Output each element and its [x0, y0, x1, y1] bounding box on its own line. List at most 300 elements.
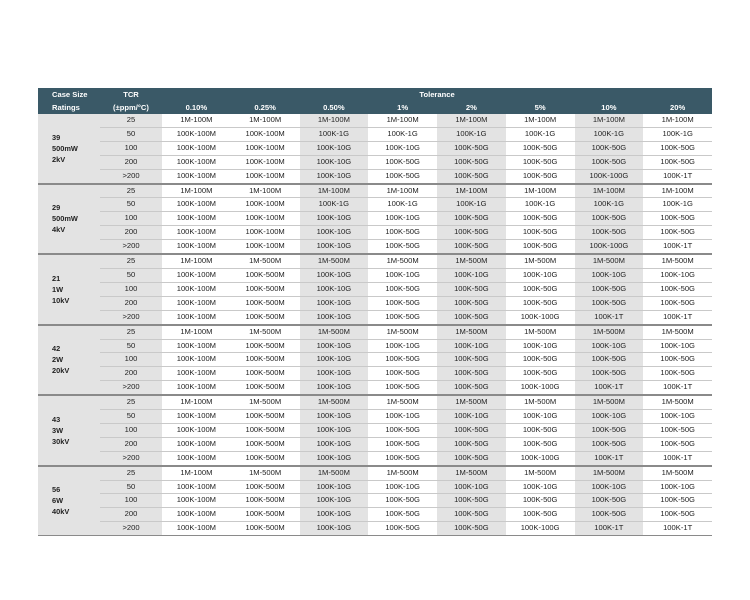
resistance-range-cell: 100K-1G: [575, 198, 644, 212]
resistance-range-cell: 1M-100M: [300, 114, 369, 127]
resistance-range-cell: 100K-50G: [437, 367, 506, 381]
resistance-range-cell: 100K-50G: [368, 367, 437, 381]
resistance-range-cell: 100K-10G: [300, 141, 369, 155]
resistance-range-cell: 100K-100M: [231, 169, 300, 183]
table-row: [38, 310, 712, 324]
resistance-range-cell: 100K-1G: [575, 127, 644, 141]
resistance-range-cell: 1M-100M: [661, 115, 694, 124]
resistance-range-cell: 100K-500M: [231, 381, 300, 395]
case-rating-line: 500mW: [52, 214, 78, 224]
resistance-range-cell: 100K-100M: [162, 127, 231, 141]
table-row: [38, 198, 712, 212]
header-tolerance-col: 2%: [437, 101, 506, 114]
resistance-range-cell: 100K-10G: [575, 410, 644, 424]
resistance-range-cell: 100K-100M: [162, 508, 231, 522]
resistance-range-cell: 100K-10G: [300, 451, 369, 465]
tcr-cell: 100: [100, 282, 162, 296]
resistance-range-cell: 100K-1G: [300, 127, 369, 141]
table-row: [38, 522, 712, 535]
case-rating-line: 2kV: [52, 154, 66, 164]
resistance-range-cell: 100K-100M: [162, 381, 231, 395]
case-size-rating-cell: [38, 325, 100, 396]
resistance-range-cell: 1M-100M: [506, 184, 575, 198]
case-size-rating-cell: [38, 466, 100, 536]
resistance-range-cell: 100K-50G: [437, 437, 506, 451]
case-size-rating-cell: [38, 254, 100, 325]
resistance-range-cell: 100K-500M: [231, 437, 300, 451]
resistance-range-cell: 100K-10G: [300, 367, 369, 381]
resistance-range-cell: 100K-50G: [437, 522, 506, 535]
header-row-2: [38, 101, 712, 114]
resistance-range-cell: 100K-50G: [368, 282, 437, 296]
resistance-range-cell: 100K-10G: [300, 282, 369, 296]
table-row: [38, 395, 712, 409]
resistance-range-cell: 100K-10G: [368, 410, 437, 424]
case-rating-line: 20kV: [52, 366, 70, 376]
resistance-range-cell: 100K-50G: [368, 437, 437, 451]
resistance-range-cell: 100K-50G: [368, 451, 437, 465]
case-rating-line: 42: [52, 344, 61, 354]
resistance-range-cell: 100K-100M: [231, 127, 300, 141]
resistance-range-cell: 100K-50G: [643, 508, 712, 522]
table-row: [38, 169, 712, 183]
resistance-range-cell: 100K-500M: [231, 310, 300, 324]
header-case-size: Case Size: [38, 88, 100, 101]
resistance-range-cell: 1M-500M: [300, 466, 369, 480]
case-size-rating-cell: [38, 184, 100, 255]
table-header: [38, 88, 712, 114]
table-row: [38, 494, 712, 508]
resistance-range-cell: 100K-50G: [643, 353, 712, 367]
resistance-range-cell: 100K-50G: [437, 212, 506, 226]
resistance-range-cell: 1M-500M: [300, 254, 369, 268]
resistance-range-cell: 1M-500M: [575, 466, 644, 480]
resistance-range-cell: 1M-500M: [300, 395, 369, 409]
resistance-range-cell: 1M-500M: [643, 466, 712, 480]
resistance-range-cell: 100K-10G: [437, 268, 506, 282]
resistance-range-cell: 1M-500M: [575, 325, 644, 339]
resistance-range-cell: 100K-1T: [575, 381, 644, 395]
resistance-range-cell: 100K-10G: [368, 141, 437, 155]
resistance-range-cell: 1M-500M: [437, 466, 506, 480]
resistance-range-cell: 1M-100M: [643, 184, 712, 198]
tcr-cell: 25: [100, 325, 162, 339]
resistance-range-cell: 100K-10G: [437, 410, 506, 424]
resistance-range-cell: 1M-100M: [162, 254, 231, 268]
table-row: [38, 240, 712, 254]
resistance-range-cell: 100K-100M: [162, 282, 231, 296]
resistance-range-cell: 100K-100M: [162, 155, 231, 169]
resistance-range-cell: 100K-1T: [643, 169, 712, 183]
tcr-cell: 50: [100, 410, 162, 424]
resistance-range-cell: 100K-1T: [575, 310, 644, 324]
table-row: [38, 226, 712, 240]
resistance-range-cell: 1M-500M: [368, 466, 437, 480]
resistance-range-cell: 100K-100M: [231, 226, 300, 240]
resistance-range-cell: 100K-10G: [575, 339, 644, 353]
resistance-range-cell: 100K-100M: [162, 212, 231, 226]
resistance-range-cell: 100K-10G: [506, 268, 575, 282]
resistance-range-cell: 100K-50G: [575, 367, 644, 381]
resistance-range-cell: 100K-500M: [231, 296, 300, 310]
case-size-rating-cell: [38, 395, 100, 466]
resistance-range-cell: 100K-50G: [437, 226, 506, 240]
tcr-cell: 100: [100, 353, 162, 367]
table-row: [38, 451, 712, 465]
header-tcr: TCR: [100, 88, 162, 101]
resistance-range-cell: 1M-500M: [643, 325, 712, 339]
resistance-range-cell: 100K-100M: [162, 423, 231, 437]
resistance-range-cell: 100K-500M: [231, 268, 300, 282]
resistance-range-cell: 100K-50G: [437, 141, 506, 155]
resistance-range-cell: 100K-100M: [162, 141, 231, 155]
table-row: [38, 282, 712, 296]
resistance-range-cell: 100K-50G: [575, 282, 644, 296]
resistance-range-cell: 100K-10G: [368, 480, 437, 494]
table-row: [38, 296, 712, 310]
resistance-range-cell: 100K-50G: [506, 212, 575, 226]
table-body: [38, 114, 712, 535]
resistance-range-cell: 1M-100M: [575, 184, 644, 198]
resistance-range-cell: 100K-10G: [300, 381, 369, 395]
resistance-range-cell: 100K-50G: [575, 141, 644, 155]
resistance-range-cell: 100K-500M: [231, 353, 300, 367]
resistance-range-cell: 100K-50G: [643, 226, 712, 240]
resistance-range-cell: 100K-50G: [437, 169, 506, 183]
resistance-range-cell: 100K-50G: [575, 226, 644, 240]
resistance-range-cell: 100K-1T: [575, 451, 644, 465]
resistance-range-cell: 100K-50G: [437, 282, 506, 296]
header-tolerance-col: 0.10%: [162, 101, 231, 114]
table-row: [38, 141, 712, 155]
resistance-range-cell: 100K-100G: [506, 451, 575, 465]
resistance-range-cell: 100K-1T: [575, 522, 644, 535]
resistance-range-cell: 100K-50G: [506, 367, 575, 381]
resistance-range-cell: 100K-10G: [300, 410, 369, 424]
resistance-range-cell: 100K-500M: [231, 423, 300, 437]
resistance-range-cell: 100K-10G: [300, 169, 369, 183]
resistance-range-cell: 1M-500M: [506, 395, 575, 409]
header-tolerance-col: 0.25%: [231, 101, 300, 114]
resistance-range-cell: 100K-50G: [506, 494, 575, 508]
tcr-cell: 100: [100, 141, 162, 155]
resistance-range-cell: 1M-500M: [231, 395, 300, 409]
case-rating-line: 30kV: [52, 436, 70, 446]
resistance-range-cell: 100K-500M: [231, 508, 300, 522]
case-rating-line: 6W: [52, 496, 64, 506]
resistance-range-cell: 100K-10G: [437, 480, 506, 494]
tcr-cell: >200: [100, 381, 162, 395]
resistance-range-cell: 1M-100M: [162, 466, 231, 480]
resistance-range-cell: 100K-50G: [506, 353, 575, 367]
resistance-range-cell: 100K-50G: [643, 423, 712, 437]
resistance-range-cell: 100K-10G: [300, 508, 369, 522]
tcr-cell: 25: [100, 114, 162, 127]
resistance-range-cell: 100K-100M: [162, 198, 231, 212]
resistance-range-cell: 100K-50G: [506, 169, 575, 183]
resistance-range-cell: 100K-10G: [575, 268, 644, 282]
resistance-range-cell: 100K-100M: [162, 451, 231, 465]
resistance-range-cell: 100K-50G: [368, 240, 437, 254]
tcr-cell: 200: [100, 155, 162, 169]
table-row: [38, 466, 712, 480]
resistance-range-cell: 100K-50G: [506, 296, 575, 310]
header-tolerance-col: 5%: [506, 101, 575, 114]
tcr-cell: >200: [100, 240, 162, 254]
tcr-cell: 25: [100, 184, 162, 198]
resistance-range-cell: 1M-500M: [231, 325, 300, 339]
table-row: [38, 367, 712, 381]
resistance-range-cell: 1M-500M: [231, 254, 300, 268]
resistance-range-cell: 100K-500M: [231, 367, 300, 381]
resistance-range-cell: 100K-100M: [162, 353, 231, 367]
resistance-range-cell: 100K-50G: [575, 508, 644, 522]
resistance-range-cell: 100K-100M: [162, 226, 231, 240]
resistance-range-cell: 100K-500M: [231, 410, 300, 424]
resistance-range-cell: 100K-1G: [368, 198, 437, 212]
resistance-range-cell: 100K-10G: [300, 437, 369, 451]
resistance-range-cell: 1M-500M: [506, 325, 575, 339]
resistance-range-cell: 100K-1G: [437, 198, 506, 212]
resistance-range-cell: 100K-1G: [506, 127, 575, 141]
resistance-range-cell: 1M-100M: [368, 184, 437, 198]
header-tolerance-col: 20%: [643, 101, 712, 114]
resistance-range-cell: 100K-100M: [162, 522, 231, 535]
case-rating-line: 1W: [52, 284, 64, 294]
tcr-cell: 50: [100, 268, 162, 282]
resistance-range-cell: 100K-50G: [506, 423, 575, 437]
header-tolerance-col: 0.50%: [300, 101, 369, 114]
resistance-range-cell: 1M-100M: [386, 115, 419, 124]
resistance-range-cell: 100K-100M: [162, 494, 231, 508]
resistance-range-cell: 100K-10G: [300, 522, 369, 535]
tcr-cell: 100: [100, 423, 162, 437]
resistance-range-cell: 100K-1G: [643, 198, 712, 212]
resistance-range-cell: 1M-500M: [368, 325, 437, 339]
resistance-range-cell: 1M-500M: [506, 254, 575, 268]
resistance-range-cell: 100K-10G: [643, 339, 712, 353]
table-row: [38, 381, 712, 395]
case-rating-line: 500mW: [52, 143, 78, 153]
case-rating-line: 4kV: [52, 225, 66, 235]
resistance-range-cell: 1M-500M: [575, 395, 644, 409]
resistance-range-cell: 100K-50G: [575, 353, 644, 367]
resistance-range-cell: 100K-50G: [575, 437, 644, 451]
case-rating-line: 40kV: [52, 507, 70, 517]
resistance-range-cell: 100K-100M: [162, 240, 231, 254]
resistance-range-cell: 100K-50G: [437, 310, 506, 324]
resistance-range-cell: 100K-50G: [643, 494, 712, 508]
resistance-range-cell: 1M-500M: [575, 254, 644, 268]
table-row: [38, 155, 712, 169]
table-row: [38, 325, 712, 339]
resistance-range-cell: 100K-50G: [643, 437, 712, 451]
resistance-range-cell: 100K-100M: [231, 198, 300, 212]
case-rating-line: 56: [52, 485, 61, 495]
resistance-range-cell: 100K-50G: [368, 310, 437, 324]
resistance-range-cell: 100K-100M: [231, 240, 300, 254]
tcr-cell: >200: [100, 451, 162, 465]
header-tolerance-col: 1%: [368, 101, 437, 114]
resistance-range-cell: 100K-10G: [300, 268, 369, 282]
resistance-range-cell: 100K-50G: [437, 155, 506, 169]
resistance-range-cell: 1M-500M: [368, 395, 437, 409]
tcr-cell: 50: [100, 198, 162, 212]
resistance-range-cell: 100K-50G: [643, 282, 712, 296]
header-tolerance: Tolerance: [162, 88, 712, 101]
resistance-range-cell: 100K-10G: [300, 310, 369, 324]
table-row: [38, 508, 712, 522]
resistance-range-cell: 100K-50G: [643, 141, 712, 155]
tcr-cell: 50: [100, 480, 162, 494]
resistance-range-cell: 100K-50G: [437, 508, 506, 522]
table-row: [38, 184, 712, 198]
tcr-cell: 200: [100, 437, 162, 451]
resistance-range-cell: 100K-50G: [506, 508, 575, 522]
case-rating-line: 29: [52, 203, 61, 213]
resistance-range-cell: 100K-50G: [368, 169, 437, 183]
resistance-range-cell: 100K-500M: [231, 522, 300, 535]
resistance-range-cell: 1M-100M: [300, 184, 369, 198]
resistance-range-cell: 100K-50G: [506, 240, 575, 254]
resistance-range-cell: 100K-10G: [368, 339, 437, 353]
tcr-cell: >200: [100, 169, 162, 183]
case-rating-line: 21: [52, 273, 61, 283]
resistance-range-cell: 100K-50G: [368, 353, 437, 367]
resistance-range-cell: 100K-10G: [300, 226, 369, 240]
case-rating-line: 3W: [52, 425, 64, 435]
header-ratings: Ratings: [38, 101, 100, 114]
resistance-range-cell: 100K-10G: [300, 296, 369, 310]
table-row: [38, 114, 712, 127]
resistance-range-cell: 100K-50G: [437, 494, 506, 508]
resistance-range-cell: 100K-50G: [437, 423, 506, 437]
header-tcr-unit: (±ppm/°C): [100, 101, 162, 114]
resistance-range-cell: 100K-50G: [368, 494, 437, 508]
case-rating-line: 39: [52, 132, 61, 142]
resistance-range-cell: 100K-1G: [300, 198, 369, 212]
tcr-cell: 200: [100, 296, 162, 310]
resistance-range-cell: 1M-500M: [368, 254, 437, 268]
resistance-range-cell: 100K-100M: [162, 296, 231, 310]
resistance-range-cell: 100K-100M: [231, 212, 300, 226]
resistance-range-cell: 1M-500M: [437, 254, 506, 268]
header-tolerance-col: 10%: [575, 101, 644, 114]
resistance-range-cell: 1M-100M: [162, 184, 231, 198]
tcr-cell: >200: [100, 522, 162, 535]
resistance-range-cell: 100K-50G: [368, 226, 437, 240]
resistance-range-cell: 100K-500M: [231, 282, 300, 296]
resistance-range-cell: 100K-50G: [575, 155, 644, 169]
resistance-range-cell: 100K-100M: [162, 310, 231, 324]
resistance-range-cell: 100K-10G: [300, 423, 369, 437]
resistance-range-cell: 100K-50G: [643, 212, 712, 226]
resistance-range-cell: 100K-10G: [506, 339, 575, 353]
resistance-range-cell: 100K-10G: [300, 494, 369, 508]
resistance-range-cell: 100K-10G: [300, 480, 369, 494]
resistance-range-cell: 100K-50G: [506, 155, 575, 169]
resistance-range-cell: 1M-100M: [162, 325, 231, 339]
table-row: [38, 410, 712, 424]
resistance-range-cell: 100K-1T: [643, 310, 712, 324]
resistance-range-cell: 100K-10G: [643, 410, 712, 424]
resistance-range-cell: 100K-1G: [506, 198, 575, 212]
resistance-range-cell: 1M-500M: [643, 395, 712, 409]
resistance-range-cell: 100K-10G: [506, 410, 575, 424]
tcr-cell: >200: [100, 310, 162, 324]
resistance-range-cell: 100K-50G: [506, 226, 575, 240]
resistance-range-cell: 100K-50G: [368, 508, 437, 522]
resistance-range-cell: 1M-500M: [437, 395, 506, 409]
resistance-range-cell: 1M-500M: [643, 254, 712, 268]
resistance-range-cell: 1M-500M: [300, 325, 369, 339]
resistance-range-cell: 1M-100M: [162, 395, 231, 409]
resistance-range-cell: 100K-10G: [643, 268, 712, 282]
resistance-range-cell: 1M-100M: [437, 114, 506, 127]
resistance-range-cell: 100K-1T: [643, 240, 712, 254]
resistance-range-cell: 100K-50G: [575, 212, 644, 226]
resistance-range-cell: 100K-1T: [643, 381, 712, 395]
resistance-range-cell: 100K-10G: [575, 480, 644, 494]
resistance-range-cell: 100K-100G: [575, 169, 644, 183]
resistance-range-cell: 100K-10G: [300, 353, 369, 367]
case-size-rating-cell: [38, 114, 100, 184]
table-row: [38, 353, 712, 367]
case-rating-line: 10kV: [52, 295, 70, 305]
resistance-range-cell: 100K-100M: [162, 437, 231, 451]
resistance-range-cell: 100K-500M: [231, 451, 300, 465]
resistance-range-cell: 100K-100M: [162, 169, 231, 183]
resistance-range-cell: 100K-50G: [643, 367, 712, 381]
table-bottom-rule: [38, 535, 712, 536]
table-row: [38, 339, 712, 353]
resistance-range-cell: 100K-100G: [506, 310, 575, 324]
resistance-range-cell: 100K-50G: [506, 282, 575, 296]
tcr-cell: 50: [100, 339, 162, 353]
resistance-range-cell: 100K-50G: [368, 522, 437, 535]
tcr-cell: 100: [100, 212, 162, 226]
case-rating-line: 2W: [52, 355, 64, 365]
tcr-cell: 25: [100, 466, 162, 480]
table-row: [38, 254, 712, 268]
resistance-range-cell: 100K-100M: [162, 339, 231, 353]
resistance-range-cell: 100K-50G: [437, 296, 506, 310]
tcr-cell: 50: [100, 127, 162, 141]
resistor-spec-table: [38, 88, 712, 535]
resistance-range-cell: 1M-500M: [437, 325, 506, 339]
resistance-range-cell: 100K-100G: [575, 240, 644, 254]
resistance-range-cell: 100K-10G: [437, 339, 506, 353]
spec-table-container: [38, 88, 712, 535]
tcr-cell: 200: [100, 226, 162, 240]
resistance-range-cell: 1M-500M: [506, 466, 575, 480]
resistance-range-cell: 100K-50G: [575, 494, 644, 508]
tcr-cell: 100: [100, 494, 162, 508]
resistance-range-cell: 1M-100M: [524, 115, 557, 124]
resistance-range-cell: 1M-100M: [231, 184, 300, 198]
resistance-range-cell: 100K-10G: [643, 480, 712, 494]
resistance-range-cell: 100K-500M: [231, 339, 300, 353]
tcr-cell: 25: [100, 254, 162, 268]
resistance-range-cell: 100K-50G: [368, 381, 437, 395]
resistance-range-cell: 100K-1T: [643, 451, 712, 465]
resistance-range-cell: 100K-50G: [437, 240, 506, 254]
resistance-range-cell: 100K-10G: [368, 268, 437, 282]
resistance-range-cell: 100K-50G: [575, 296, 644, 310]
table-row: [38, 423, 712, 437]
resistance-range-cell: 100K-1T: [643, 522, 712, 535]
resistance-range-cell: 100K-10G: [368, 212, 437, 226]
